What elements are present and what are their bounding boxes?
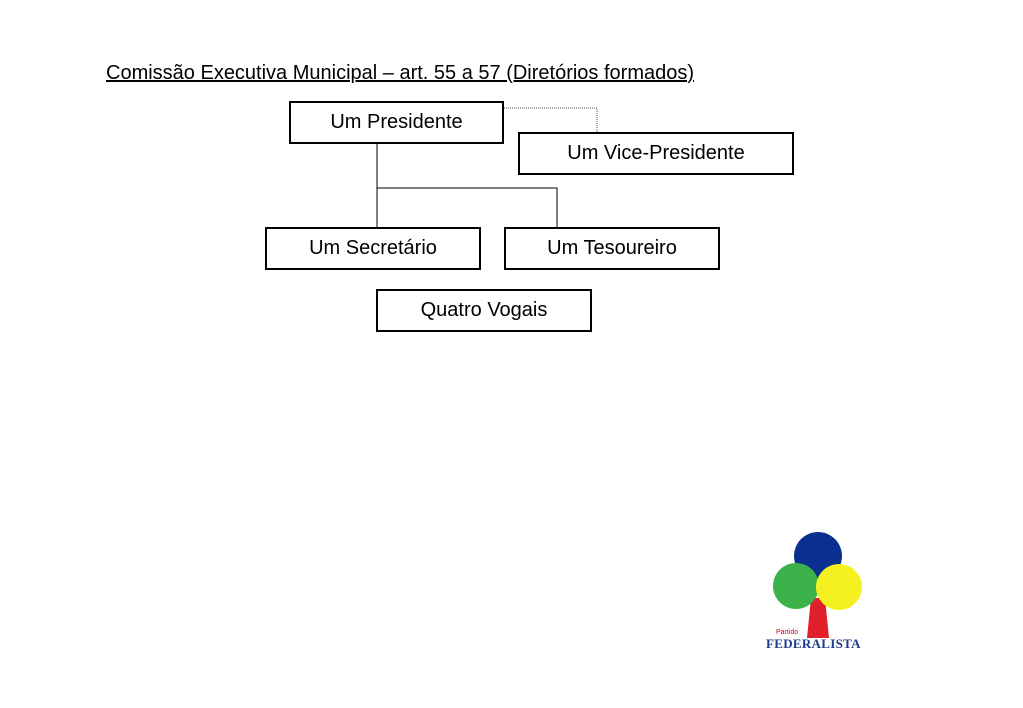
logo-name: FEDERALISTA (766, 636, 861, 651)
page-title: Comissão Executiva Municipal – art. 55 a 57 (Diretórios formados) (106, 62, 695, 84)
box-members (376, 289, 592, 332)
box-vice-president (518, 132, 794, 175)
box-secretary (265, 227, 481, 270)
box-president-label: Um Presidente (330, 111, 463, 133)
box-treasurer (504, 227, 720, 270)
logo-green-circle (773, 563, 819, 609)
connector-branch-treasurer (377, 188, 557, 227)
box-members-label: Quatro Vogais (420, 299, 548, 321)
box-secretary-label: Um Secretário (309, 237, 437, 259)
logo-yellow-circle (816, 564, 862, 610)
logo-small-text: Partido (776, 629, 799, 636)
box-treasurer-label: Um Tesoureiro (547, 237, 677, 259)
box-president (289, 101, 504, 144)
connector-president-vice (504, 108, 597, 132)
box-vice-president-label: Um Vice-Presidente (567, 142, 745, 164)
